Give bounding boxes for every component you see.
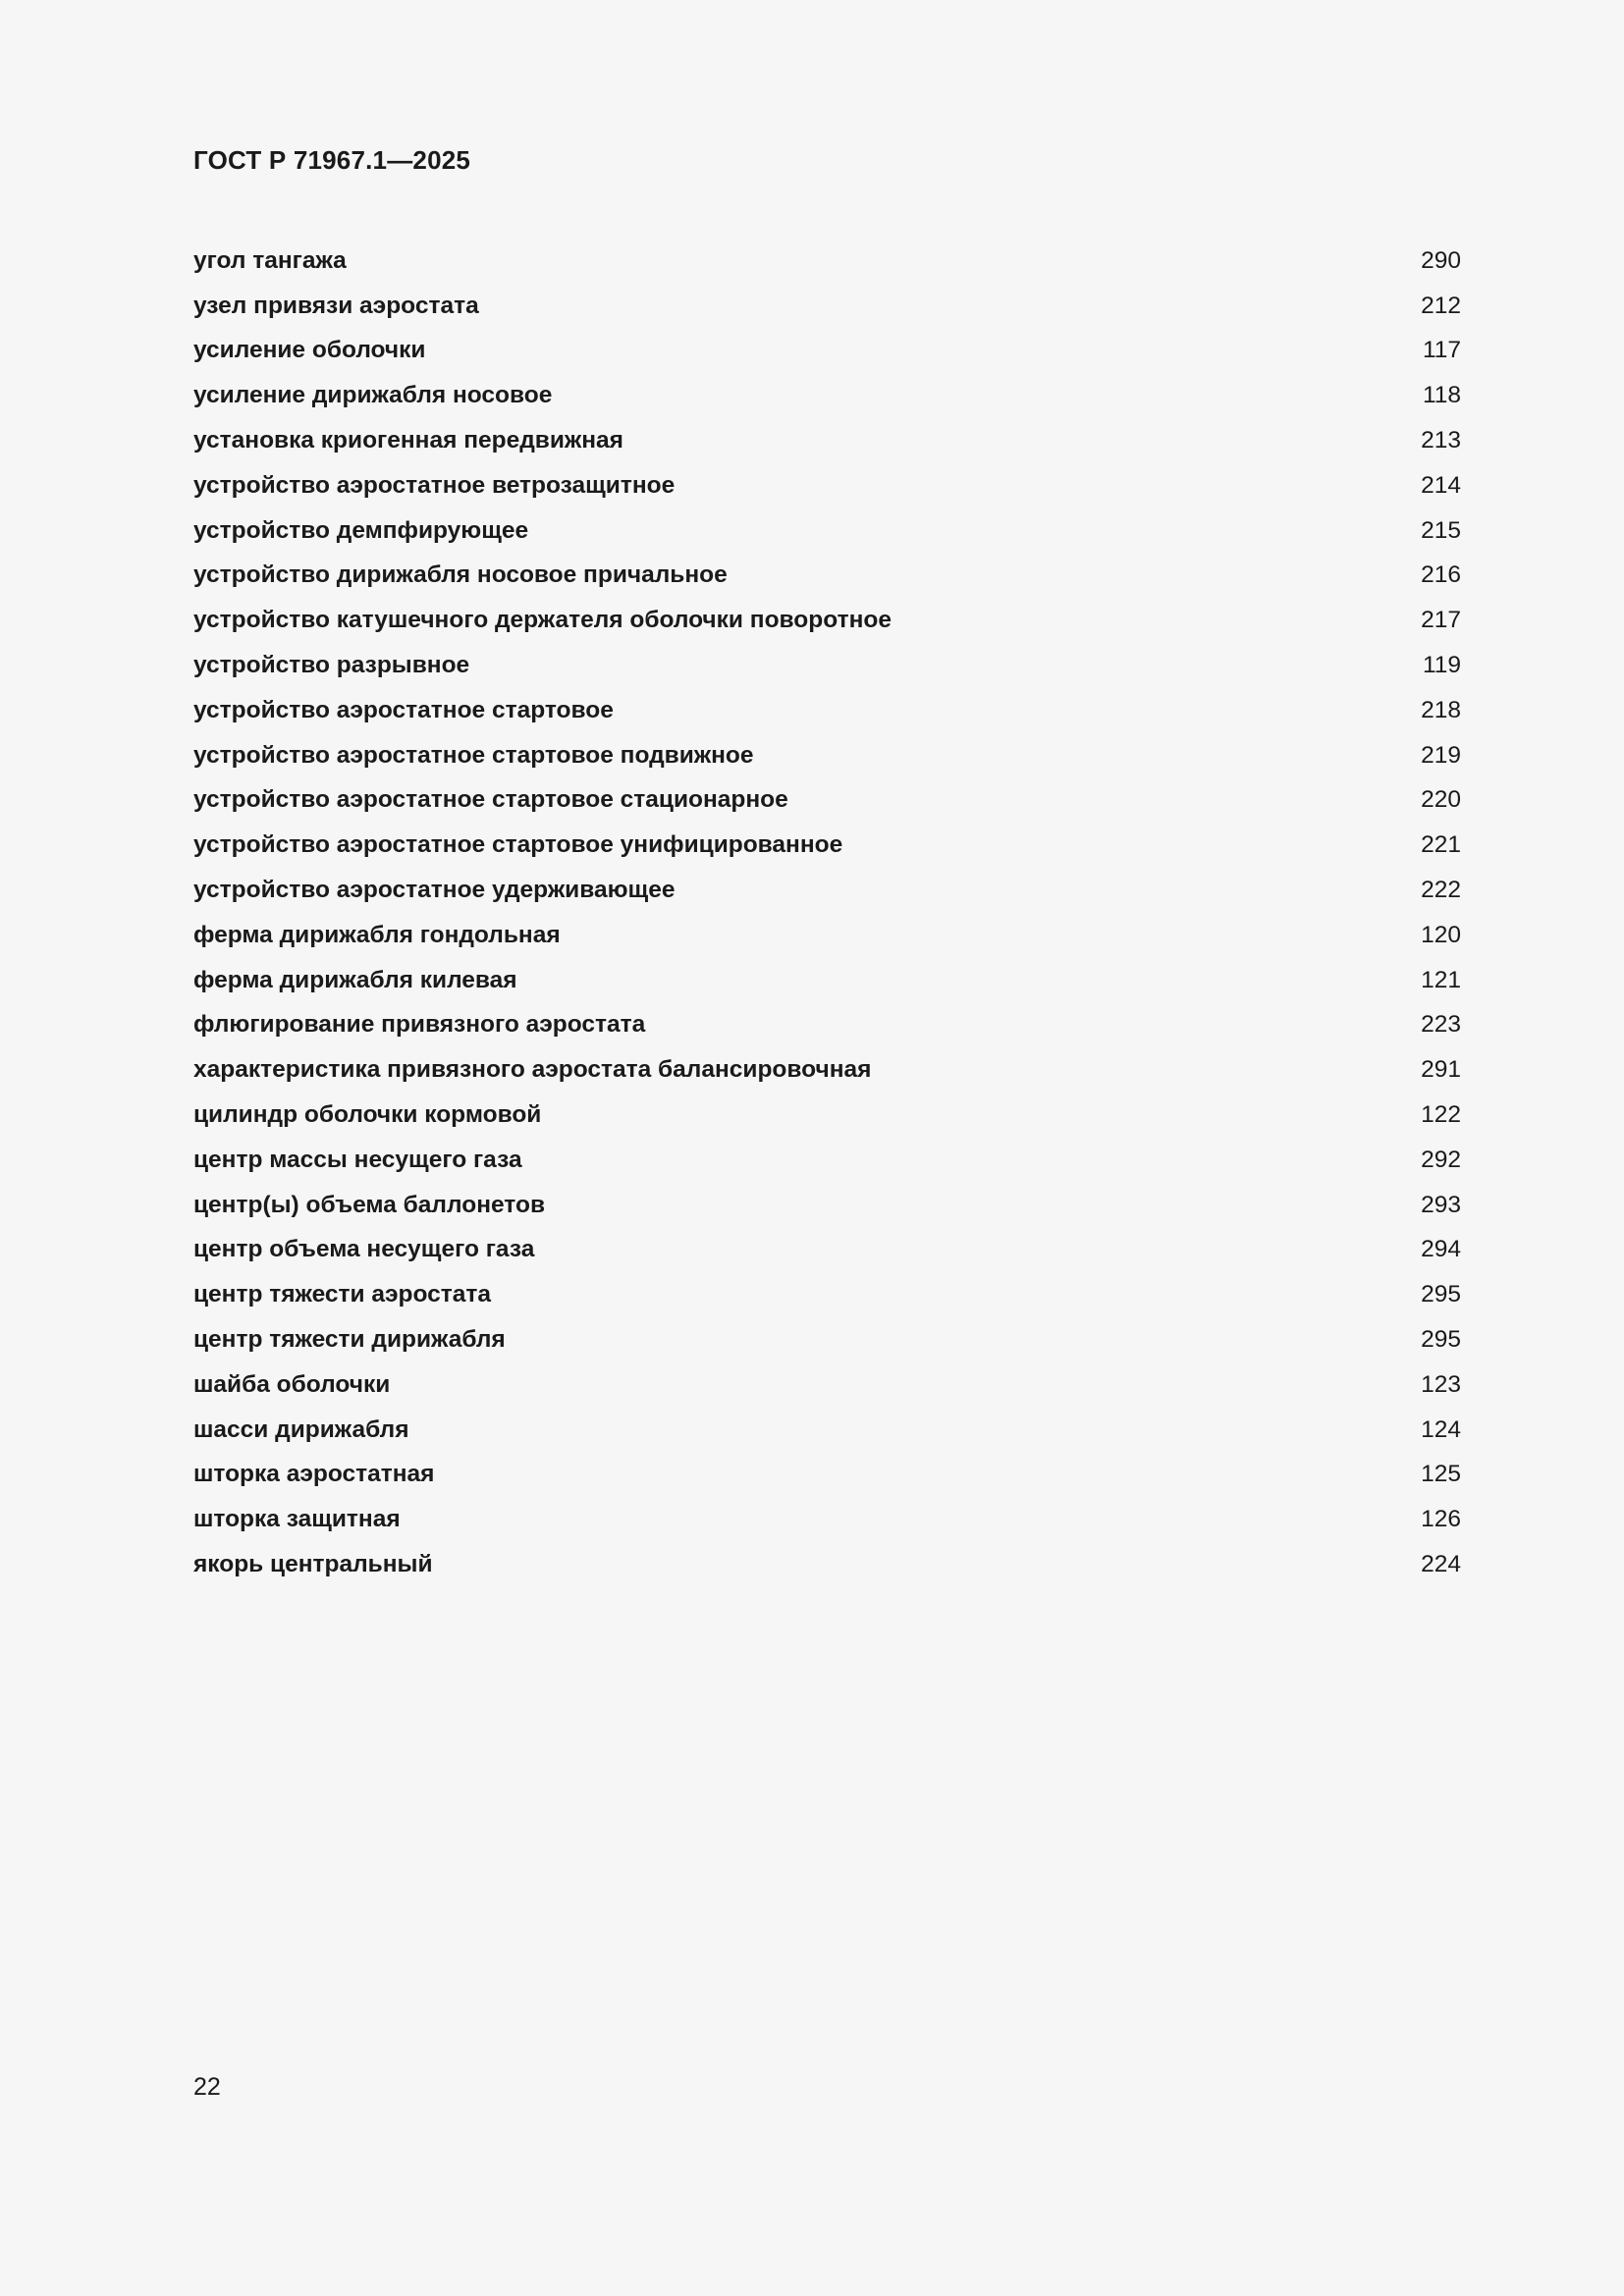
index-row xyxy=(193,284,1461,329)
index-term-number: 213 xyxy=(1421,427,1461,454)
index-row xyxy=(193,688,1461,733)
index-term: характеристика привязного аэростата балансировочная xyxy=(193,1056,872,1084)
index-term-number: 217 xyxy=(1421,607,1461,634)
index-row xyxy=(193,1408,1461,1453)
index-term: устройство дирижабля носовое причальное xyxy=(193,561,728,589)
index-term: шасси дирижабля xyxy=(193,1415,409,1443)
index-row xyxy=(193,1183,1461,1228)
index-term-number: 125 xyxy=(1421,1461,1461,1488)
index-row xyxy=(193,868,1461,913)
index-term-number: 224 xyxy=(1421,1551,1461,1577)
index-row xyxy=(193,913,1461,958)
index-term-number: 295 xyxy=(1421,1326,1461,1354)
index-row xyxy=(193,1497,1461,1542)
index-term-number: 120 xyxy=(1421,921,1461,948)
index-term: цилиндр оболочки кормовой xyxy=(193,1101,542,1129)
index-row xyxy=(193,1362,1461,1408)
document-code-header: ГОСТ Р 71967.1—2025 xyxy=(193,145,471,175)
index-row xyxy=(193,643,1461,688)
index-term: устройство аэростатное удерживающее xyxy=(193,877,676,904)
index-row xyxy=(193,1228,1461,1273)
index-term: центр массы несущего газа xyxy=(193,1146,522,1173)
index-term-number: 221 xyxy=(1421,831,1461,859)
index-row xyxy=(193,1047,1461,1093)
index-term-number: 212 xyxy=(1421,292,1461,319)
index-term: центр тяжести дирижабля xyxy=(193,1326,506,1354)
index-row xyxy=(193,463,1461,508)
index-term: шторка защитная xyxy=(193,1506,401,1533)
index-term: шторка аэростатная xyxy=(193,1461,435,1488)
index-term: якорь центральный xyxy=(193,1551,433,1577)
index-row xyxy=(193,239,1461,284)
index-term-number: 118 xyxy=(1422,382,1461,409)
index-row xyxy=(193,778,1461,824)
index-row xyxy=(193,823,1461,868)
index-row xyxy=(193,373,1461,418)
index-term-number: 218 xyxy=(1421,696,1461,723)
index-row xyxy=(193,508,1461,554)
index-term-number: 222 xyxy=(1421,877,1461,904)
index-term: усиление оболочки xyxy=(193,337,426,364)
index-term: центр(ы) объема баллонетов xyxy=(193,1191,546,1218)
index-term: ферма дирижабля гондольная xyxy=(193,921,561,948)
index-term: устройство аэростатное стартовое унифицированное xyxy=(193,831,843,859)
index-row xyxy=(193,733,1461,778)
index-term-number: 294 xyxy=(1421,1236,1461,1263)
index-row xyxy=(193,329,1461,374)
index-term-number: 293 xyxy=(1421,1191,1461,1218)
index-term-number: 214 xyxy=(1421,471,1461,499)
index-term: центр тяжести аэростата xyxy=(193,1281,492,1308)
index-term-number: 292 xyxy=(1421,1146,1461,1173)
index-term-number: 119 xyxy=(1422,652,1461,679)
index-term: устройство аэростатное ветрозащитное xyxy=(193,471,676,499)
index-term: устройство аэростатное стартовое стационарное xyxy=(193,786,788,814)
index-term-number: 123 xyxy=(1421,1370,1461,1398)
index-term: угол тангажа xyxy=(193,246,347,274)
index-term-number: 215 xyxy=(1421,516,1461,544)
index-row xyxy=(193,1138,1461,1183)
index-term: ферма дирижабля килевая xyxy=(193,966,517,993)
index-term: устройство демпфирующее xyxy=(193,516,529,544)
index-term-number: 219 xyxy=(1421,741,1461,769)
index-row xyxy=(193,418,1461,463)
index-term-number: 216 xyxy=(1421,561,1461,589)
page-number: 22 xyxy=(193,2073,221,2101)
term-index-list xyxy=(193,239,1461,1587)
index-term-number: 290 xyxy=(1421,246,1461,274)
index-row xyxy=(193,1093,1461,1138)
index-row xyxy=(193,958,1461,1003)
index-row xyxy=(193,1272,1461,1317)
index-term: шайба оболочки xyxy=(193,1370,391,1398)
index-term-number: 295 xyxy=(1421,1281,1461,1308)
index-row xyxy=(193,1453,1461,1498)
index-term: установка криогенная передвижная xyxy=(193,427,623,454)
index-row xyxy=(193,1003,1461,1048)
index-term-number: 291 xyxy=(1421,1056,1461,1084)
index-term-number: 126 xyxy=(1421,1506,1461,1533)
index-row xyxy=(193,598,1461,643)
index-row xyxy=(193,1542,1461,1587)
index-term-number: 220 xyxy=(1421,786,1461,814)
index-term: устройство аэростатное стартовое подвижное xyxy=(193,741,754,769)
index-term: устройство разрывное xyxy=(193,652,470,679)
index-row xyxy=(193,1317,1461,1362)
index-term: флюгирование привязного аэростата xyxy=(193,1011,646,1039)
index-term-number: 117 xyxy=(1422,337,1461,364)
index-term-number: 122 xyxy=(1421,1101,1461,1129)
index-term: устройство катушечного держателя оболочки поворотное xyxy=(193,607,892,634)
index-term: устройство аэростатное стартовое xyxy=(193,696,614,723)
index-term-number: 124 xyxy=(1421,1415,1461,1443)
index-term-number: 121 xyxy=(1421,966,1461,993)
index-term: усиление дирижабля носовое xyxy=(193,382,553,409)
index-term: центр объема несущего газа xyxy=(193,1236,535,1263)
index-term-number: 223 xyxy=(1421,1011,1461,1039)
index-term: узел привязи аэростата xyxy=(193,292,479,319)
index-row xyxy=(193,554,1461,599)
